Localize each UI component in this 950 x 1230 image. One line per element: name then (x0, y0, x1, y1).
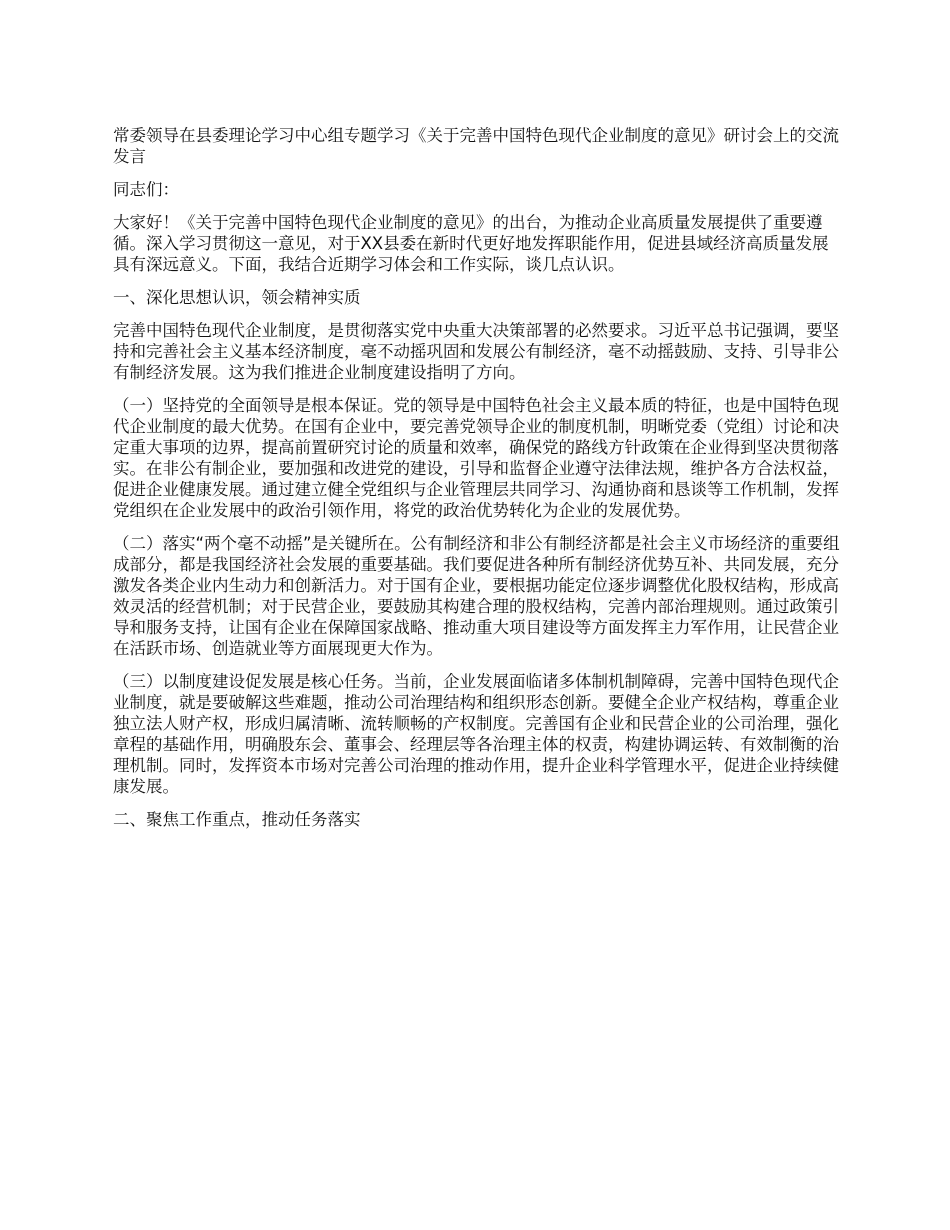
section-heading-2: 二、聚焦工作重点，推动任务落实 (113, 810, 361, 829)
opening-paragraph: 大家好！《关于完善中国特色现代企业制度的意见》的出台，为推动企业高质量发展提供了重要遵循。深入学习贯彻这一意见，对于XX县委在新时代更好地发挥职能作用，促进县域经济高质量发展具有深远意义。下面，我结合近期学习体会和工作实际，谈几点认识。 (113, 213, 829, 274)
section-heading-1: 一、深化思想认识，领会精神实质 (113, 288, 361, 307)
document-body (113, 125, 843, 842)
body-paragraph: （三）以制度建设促发展是核心任务。当前，企业发展面临诸多体制机制障碍，完善中国特色现代企业制度，就是要破解这些难题，推动公司治理结构和组织形态创新。要健全企业产权结构，尊重企业独立法人财产权，形成归属清晰、流转顺畅的产权制度。完善国有企业和民营企业的公司治理，强化章程的基础作用，明确股东会、董事会、经理层等各治理主体的权责，构建协调运转、有效制衡的治理机制。同时，发挥资本市场对完善公司治理的推动作用，提升企业科学管理水平，促进企业持续健康发展。 (113, 672, 839, 796)
salutation: 同志们： (113, 180, 179, 199)
body-paragraph: （二）落实“两个毫不动摇”是关键所在。公有制经济和非公有制经济都是社会主义市场经济的重要组成部分，都是我国经济社会发展的重要基础。我们要促进各种所有制经济优势互补、共同发展，充分激发各类企业内生动力和创新活力。对于国有企业，要根据功能定位逐步调整优化股权结构，形成高效灵活的经营机制；对于民营企业，要鼓励其构建合理的股权结构，完善内部治理规则。通过政策引导和服务支持，让国有企业在保障国家战略、推动重大项目建设等方面发挥主力军作用，让民营企业在活跃市场、创造就业等方面展现更大作为。 (113, 534, 840, 658)
document-title: 常委领导在县委理论学习中心组专题学习《关于完善中国特色现代企业制度的意见》研讨会上的交流发言 (113, 126, 839, 166)
body-paragraph: （一）坚持党的全面领导是根本保证。党的领导是中国特色社会主义最本质的特征，也是中国特色现代企业制度的最大优势。在国有企业中，要完善党领导企业的制度机制，明晰党委（党组）讨论和决定重大事项的边界，提高前置研究讨论的质量和效率，确保党的路线方针政策在企业得到坚决贯彻落实。在非公有制企业，要加强和改进党的建设，引导和监督企业遵守法律法规，维护各方合法权益，促进企业健康发展。通过建立健全党组织与企业管理层共同学习、沟通协商和恳谈等工作机制，发挥党组织在企业发展中的政治引领作用，将党的政治优势转化为企业的发展优势。 (113, 396, 839, 520)
body-paragraph: 完善中国特色现代企业制度，是贯彻落实党中央重大决策部署的必然要求。习近平总书记强调，要坚持和完善社会主义基本经济制度，毫不动摇巩固和发展公有制经济，毫不动摇鼓励、支持、引导非公有制经济发展。这为我们推进企业制度建设指明了方向。 (113, 321, 839, 382)
